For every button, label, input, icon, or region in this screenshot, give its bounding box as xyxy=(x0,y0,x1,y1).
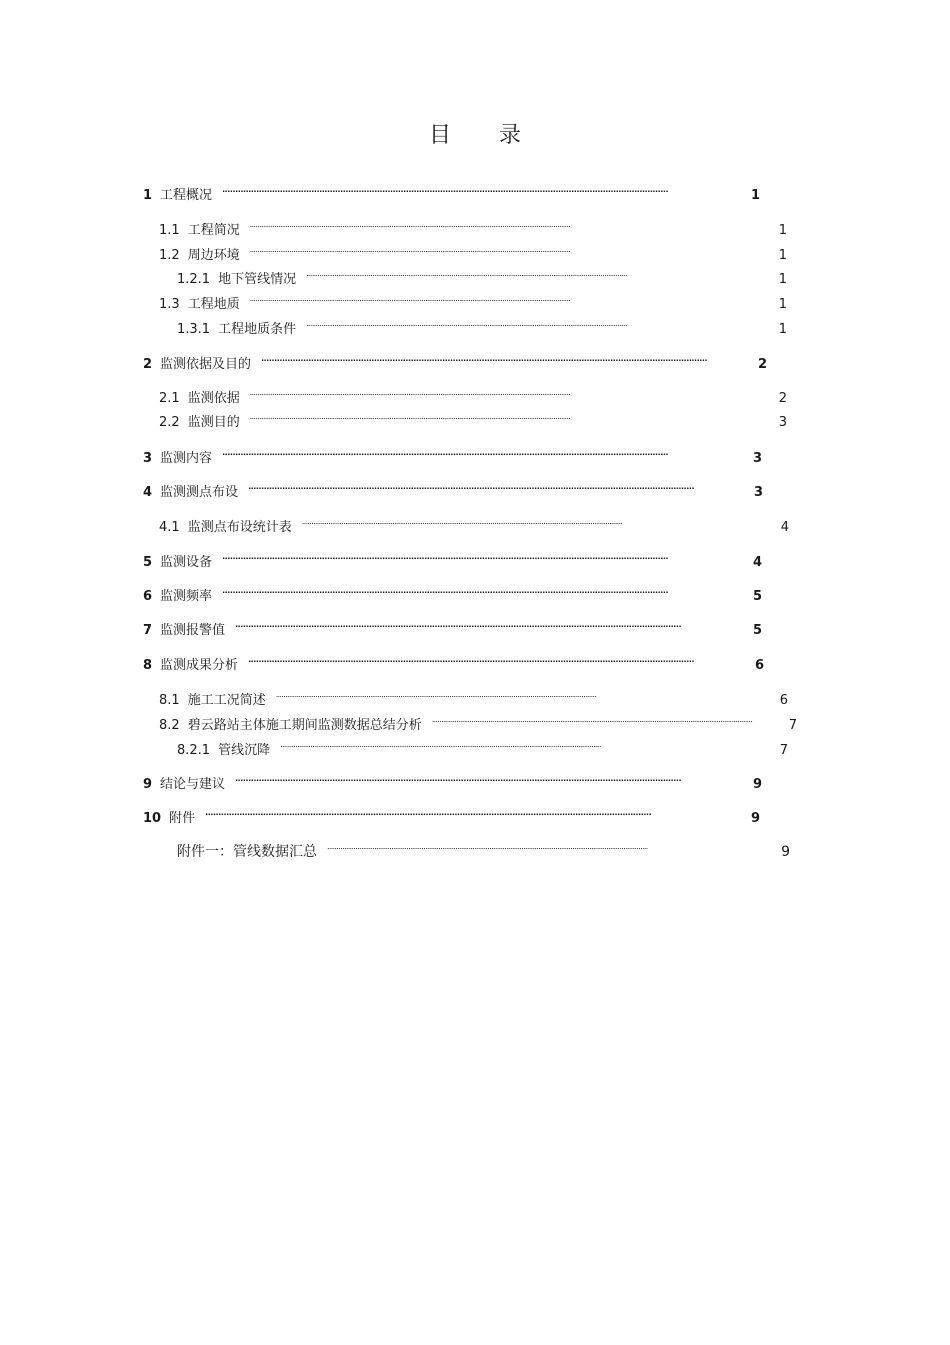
toc-entry-number: 3 xyxy=(143,451,153,466)
toc-entry-title: 管线沉降 xyxy=(218,743,271,758)
toc-leader-dots xyxy=(306,265,775,283)
toc-entry-page: 9 xyxy=(750,811,760,826)
toc-entry-number: 4.1 xyxy=(159,520,180,535)
toc-leader-dots xyxy=(276,686,776,704)
toc-leader-dots xyxy=(302,513,777,531)
toc-entry-page: 2 xyxy=(778,391,787,406)
toc-entry-7[interactable] xyxy=(143,616,762,638)
toc-leader-dots xyxy=(250,290,775,308)
toc-entry-title: 监测测点布设 xyxy=(160,485,239,500)
toc-entry-number: 2.1 xyxy=(159,391,180,406)
toc-entry-page: 3 xyxy=(778,415,787,430)
toc-entry-8[interactable] xyxy=(143,651,764,673)
toc-leader-dots xyxy=(250,408,775,426)
toc-entry-number: 10 xyxy=(143,811,162,826)
toc-entry-9[interactable] xyxy=(143,770,762,792)
toc-entry-title: 监测目的 xyxy=(187,415,240,430)
toc-entry-1-3-1[interactable] xyxy=(177,315,787,337)
toc-leader-dots xyxy=(432,711,785,729)
toc-entry-number: 8.2.1 xyxy=(177,743,211,758)
toc-entry-page: 6 xyxy=(754,658,764,673)
toc-entry-title: 工程简况 xyxy=(187,223,240,238)
toc-entry-page: 5 xyxy=(752,589,762,604)
toc-entry-4[interactable] xyxy=(143,478,763,500)
toc-entry-1-2[interactable] xyxy=(159,241,787,263)
toc-leader-dots xyxy=(235,616,749,634)
toc-entry-number: 9 xyxy=(143,777,153,792)
toc-entry-number: 1.1 xyxy=(159,223,180,238)
toc-entry-1-1[interactable] xyxy=(159,216,787,238)
toc-entry-title: 周边环境 xyxy=(187,248,240,263)
toc-entry-page: 3 xyxy=(753,485,763,500)
toc-entry-8-2-1[interactable] xyxy=(177,736,788,758)
toc-entry-title: 附件 xyxy=(169,811,196,826)
toc-leader-dots xyxy=(250,216,775,234)
toc-entry-number: 8 xyxy=(143,658,153,673)
toc-entry-title: 监测内容 xyxy=(160,451,213,466)
toc-entry-number: 1.2 xyxy=(159,248,180,263)
toc-entry-2[interactable] xyxy=(143,350,767,372)
toc-entry-number: 7 xyxy=(143,623,153,638)
toc-entry-number: 5 xyxy=(143,555,153,570)
toc-entry-number: 1.3.1 xyxy=(177,322,211,337)
toc-leader-dots xyxy=(222,548,749,566)
toc-entry-number: 6 xyxy=(143,589,153,604)
toc-entry-6[interactable] xyxy=(143,582,762,604)
toc-entry-title: 监测成果分析 xyxy=(160,658,239,673)
toc-entry-3[interactable] xyxy=(143,444,762,466)
toc-entry-page: 7 xyxy=(779,743,788,758)
toc-entry-page: 1 xyxy=(778,322,787,337)
toc-leader-dots xyxy=(248,478,750,496)
toc-entry-page: 1 xyxy=(778,248,787,263)
toc-entry-number: 1.2.1 xyxy=(177,272,211,287)
title-char-2: 录 xyxy=(499,123,522,148)
toc-leader-dots xyxy=(235,770,749,788)
toc-entry-page: 1 xyxy=(778,223,787,238)
page-title xyxy=(0,118,950,149)
toc-entry-title: 地下管线情况 xyxy=(218,272,297,287)
toc-leader-dots xyxy=(327,838,777,856)
toc-leader-dots xyxy=(205,804,747,822)
toc-entry-page: 1 xyxy=(750,188,760,203)
toc-leader-dots xyxy=(250,384,775,402)
toc-entry-title: 工程地质条件 xyxy=(218,322,297,337)
toc-entry-10[interactable] xyxy=(143,804,760,826)
toc-entry-title: 监测设备 xyxy=(160,555,213,570)
toc-entry-title: 监测频率 xyxy=(160,589,213,604)
toc-entry-number: 8.2 xyxy=(159,718,180,733)
toc-entry-number: 8.1 xyxy=(159,693,180,708)
toc-leader-dots xyxy=(222,582,749,600)
toc-entry-title: 监测依据及目的 xyxy=(160,357,252,372)
toc-entry-page: 5 xyxy=(752,623,762,638)
toc-entry-page: 4 xyxy=(752,555,762,570)
toc-entry-page: 2 xyxy=(757,357,767,372)
toc-entry-4-1[interactable] xyxy=(159,513,789,535)
toc-leader-dots xyxy=(306,315,775,333)
toc-leader-dots xyxy=(261,350,754,368)
toc-entry-title: 工程地质 xyxy=(187,297,240,312)
toc-entry-number: 1 xyxy=(143,188,153,203)
toc-entry-page: 9 xyxy=(781,844,790,860)
toc-entry-page: 9 xyxy=(752,777,762,792)
toc-entry-2-2[interactable] xyxy=(159,408,787,430)
toc-entry-1-2-1[interactable] xyxy=(177,265,787,287)
toc-entry-title: 碧云路站主体施工期间监测数据总结分析 xyxy=(187,718,422,733)
toc-entry-number: 1.3 xyxy=(159,297,180,312)
toc-entry-8-2[interactable] xyxy=(159,711,797,733)
toc-entry-appendix-1[interactable] xyxy=(177,838,790,860)
toc-entry-page: 4 xyxy=(780,520,789,535)
toc-entry-title: 结论与建议 xyxy=(160,777,226,792)
toc-leader-dots xyxy=(248,651,751,669)
toc-entry-page: 6 xyxy=(779,693,788,708)
toc-leader-dots xyxy=(250,241,775,259)
toc-entry-title: 监测点布设统计表 xyxy=(187,520,292,535)
toc-entry-page: 7 xyxy=(788,718,797,733)
toc-entry-page: 1 xyxy=(778,272,787,287)
toc-entry-page: 3 xyxy=(752,451,762,466)
toc-entry-title: 监测报警值 xyxy=(160,623,226,638)
title-char-1: 目 xyxy=(428,123,451,148)
toc-entry-8-1[interactable] xyxy=(159,686,788,708)
toc-entry-1-3[interactable] xyxy=(159,290,787,312)
toc-leader-dots xyxy=(222,444,749,462)
toc-entry-title: 工程概况 xyxy=(160,188,213,203)
toc-entry-title: 附件一：管线数据汇总 xyxy=(177,844,317,860)
toc-entry-number: 4 xyxy=(143,485,153,500)
toc-entry-title: 监测依据 xyxy=(187,391,240,406)
toc-entry-number: 2 xyxy=(143,357,153,372)
toc-entry-title: 施工工况简述 xyxy=(187,693,266,708)
toc-entry-page: 1 xyxy=(778,297,787,312)
toc-entry-number: 2.2 xyxy=(159,415,180,430)
toc-leader-dots xyxy=(222,181,747,199)
toc-entry-5[interactable] xyxy=(143,548,762,570)
toc-leader-dots xyxy=(280,736,776,754)
toc-entry-2-1[interactable] xyxy=(159,384,787,406)
toc-entry-1[interactable] xyxy=(143,181,760,203)
